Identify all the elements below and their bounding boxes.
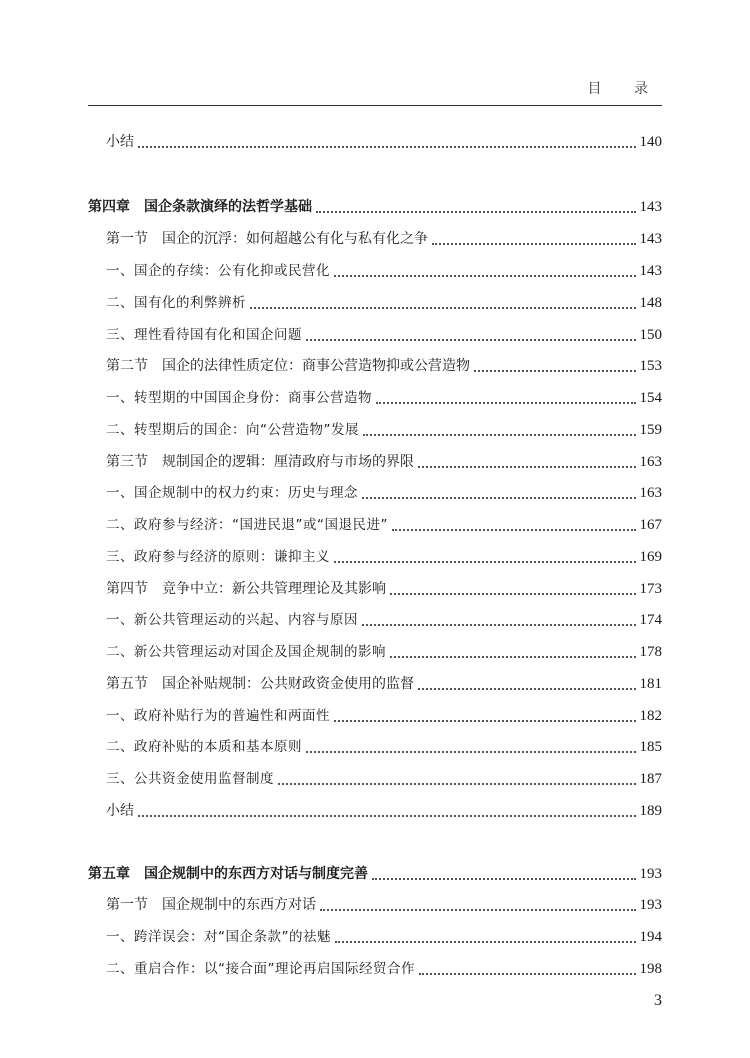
toc-entry-page: 187	[639, 771, 662, 787]
toc-entry-section[interactable]	[88, 577, 662, 601]
toc-entry-page: 140	[639, 134, 662, 150]
dot-leader	[334, 720, 636, 722]
dot-leader	[390, 656, 636, 658]
dot-leader	[138, 815, 636, 817]
toc-entry-page: 193	[639, 866, 662, 882]
toc-entry-page: 143	[639, 263, 662, 279]
toc-entry-page: 182	[639, 708, 662, 724]
toc-entry-page: 169	[639, 549, 662, 565]
toc-entry-page: 185	[639, 739, 662, 755]
toc-entry-label: 第一节 国企规制中的东西方对话	[106, 897, 316, 913]
page-number: 3	[654, 992, 662, 1009]
toc-entry-summary[interactable]	[88, 799, 662, 823]
dot-leader	[376, 402, 636, 404]
toc-entry-section[interactable]	[88, 893, 662, 917]
toc-entry-page: 174	[639, 612, 662, 628]
toc-entry-page: 150	[639, 327, 662, 343]
dot-leader	[320, 909, 636, 911]
dot-leader	[278, 783, 636, 785]
toc-entry-sub[interactable]	[88, 418, 662, 442]
toc-entry-label: 三、理性看待国有化和国企问题	[106, 327, 302, 343]
toc-entry-page: 148	[639, 295, 662, 311]
toc-entry-label: 第二节 国企的法律性质定位：商事公营造物抑或公营造物	[106, 358, 470, 374]
toc-entry-label: 小结	[106, 134, 134, 150]
toc-entry-sub[interactable]	[88, 608, 662, 632]
dot-leader	[474, 370, 636, 372]
toc-entry-label: 一、转型期的中国国企身份：商事公营造物	[106, 390, 372, 406]
toc-entry-sub[interactable]	[88, 481, 662, 505]
dot-leader	[306, 751, 636, 753]
toc-entry-sub[interactable]	[88, 323, 662, 347]
toc-entry-page: 198	[639, 961, 662, 977]
toc-entry-sub[interactable]	[88, 704, 662, 728]
dot-leader	[372, 878, 636, 880]
toc-entry-label: 第一节 国企的沉浮：如何超越公有化与私有化之争	[106, 231, 428, 247]
toc-entry-label: 二、新公共管理运动对国企及国企规制的影响	[106, 644, 386, 660]
toc-entry-page: 153	[639, 358, 662, 374]
toc-entry-page: 163	[639, 485, 662, 501]
toc-entry-label: 第五节 国企补贴规制：公共财政资金使用的监督	[106, 676, 414, 692]
toc-entry-page: 167	[639, 517, 662, 533]
toc-entry-label: 二、国有化的利弊辨析	[106, 295, 246, 311]
toc-entry-label: 一、国企规制中的权力约束：历史与理念	[106, 485, 358, 501]
dot-leader	[250, 307, 636, 309]
dot-leader	[392, 529, 636, 531]
toc-entry-page: 159	[639, 422, 662, 438]
dot-leader	[390, 593, 636, 595]
toc-entry-label: 小结	[106, 803, 134, 819]
toc-entry-label: 第五章 国企规制中的东西方对话与制度完善	[88, 866, 368, 882]
toc-entry-label: 一、跨洋误会：对“国企条款”的祛魅	[106, 929, 331, 945]
toc-entry-label: 二、重启合作：以“接合面”理论再启国际经贸合作	[106, 961, 415, 977]
toc-entry-page: 181	[639, 676, 662, 692]
dot-leader	[363, 434, 636, 436]
toc-entry-chapter[interactable]	[88, 862, 662, 886]
toc-entry-label: 三、政府参与经济的原则：谦抑主义	[106, 549, 330, 565]
dot-leader	[334, 275, 636, 277]
dot-leader	[362, 624, 636, 626]
toc-entry-page: 189	[639, 803, 662, 819]
toc-entry-sub[interactable]	[88, 259, 662, 283]
toc-entry-page: 143	[639, 199, 662, 215]
toc-entry-page: 154	[639, 390, 662, 406]
toc-entry-label: 三、公共资金使用监督制度	[106, 771, 274, 787]
toc-entry-section[interactable]	[88, 354, 662, 378]
toc-entry-page: 163	[639, 454, 662, 470]
toc-entry-sub[interactable]	[88, 291, 662, 315]
toc-entry-summary[interactable]	[88, 130, 662, 154]
toc-entry-page: 143	[639, 231, 662, 247]
toc-entry-sub[interactable]	[88, 767, 662, 791]
toc-entry-sub[interactable]	[88, 513, 662, 537]
dot-leader	[335, 941, 636, 943]
toc-entry-sub[interactable]	[88, 735, 662, 759]
toc-entry-label: 二、政府参与经济：“国进民退”或“国退民进”	[106, 517, 388, 533]
toc-entry-page: 193	[639, 897, 662, 913]
toc-entry-page: 194	[639, 929, 662, 945]
toc-entry-section[interactable]	[88, 227, 662, 251]
dot-leader	[419, 973, 636, 975]
running-header-title: 目 录	[587, 81, 662, 97]
header-rule	[88, 105, 662, 106]
toc-entry-label: 第四节 竞争中立：新公共管理理论及其影响	[106, 581, 386, 597]
toc-entry-label: 二、政府补贴的本质和基本原则	[106, 739, 302, 755]
toc-entry-label: 第四章 国企条款演绎的法哲学基础	[88, 199, 312, 215]
toc-entry-section[interactable]	[88, 450, 662, 474]
dot-leader	[432, 243, 636, 245]
toc-entry-section[interactable]	[88, 672, 662, 696]
dot-leader	[138, 146, 636, 148]
dot-leader	[334, 561, 636, 563]
dot-leader	[306, 339, 636, 341]
toc-entry-sub[interactable]	[88, 957, 662, 981]
toc-entry-sub[interactable]	[88, 545, 662, 569]
dot-leader	[418, 466, 636, 468]
toc-entry-label: 二、转型期后的国企：向“公营造物”发展	[106, 422, 359, 438]
toc-entry-page: 173	[639, 581, 662, 597]
toc-entry-sub[interactable]	[88, 386, 662, 410]
dot-leader	[362, 497, 636, 499]
toc-entry-sub[interactable]	[88, 925, 662, 949]
toc-entry-label: 一、国企的存续：公有化抑或民营化	[106, 263, 330, 279]
toc-entry-sub[interactable]	[88, 640, 662, 664]
dot-leader	[316, 211, 636, 213]
toc-entry-label: 第三节 规制国企的逻辑：厘清政府与市场的界限	[106, 454, 414, 470]
dot-leader	[418, 688, 636, 690]
toc-entry-label: 一、政府补贴行为的普遍性和两面性	[106, 708, 330, 724]
toc-entry-label: 一、新公共管理运动的兴起、内容与原因	[106, 612, 358, 628]
toc-entry-page: 178	[639, 644, 662, 660]
toc-entry-chapter[interactable]	[88, 195, 662, 219]
